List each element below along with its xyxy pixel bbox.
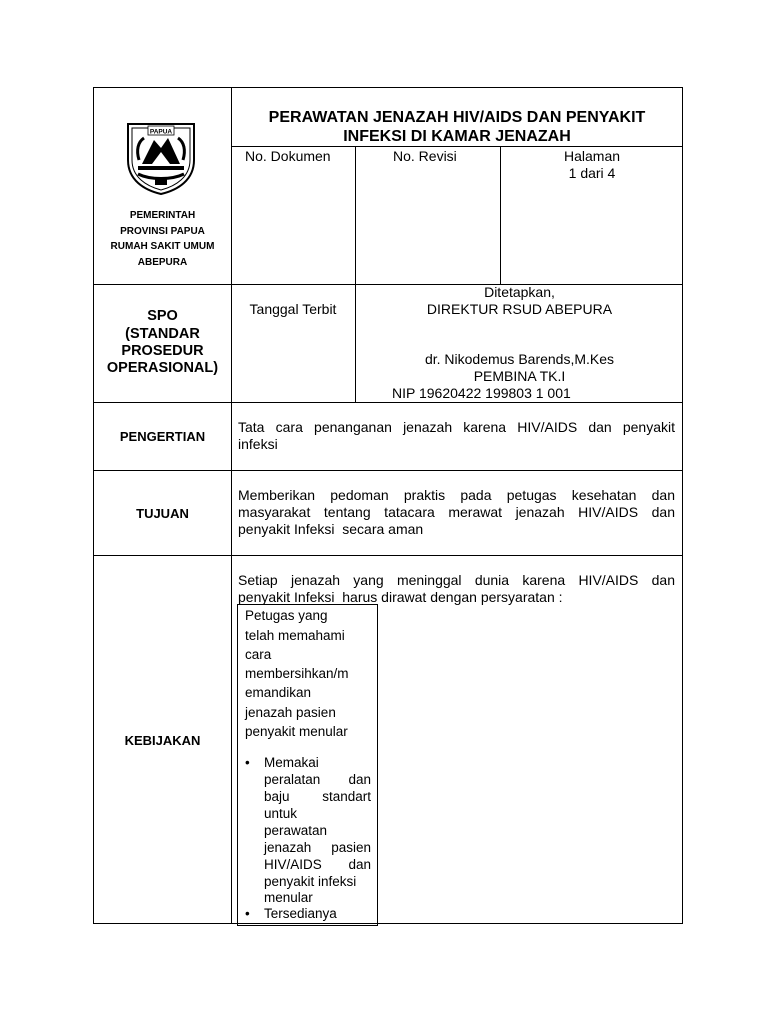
- pengertian-line-1: Tata cara penanganan jenazah karena HIV/AIDS dan penyakit: [238, 419, 675, 435]
- bullet-2-line-1: Tersedianya: [264, 906, 337, 921]
- row-divider-tujuan: [93, 555, 683, 556]
- document-title-line-2: INFEKSI DI KAMAR JENAZAH: [343, 128, 571, 145]
- box-line-5: emandikan: [245, 685, 312, 700]
- spo-label-line-4: OPERASIONAL): [106, 360, 219, 376]
- tujuan-line-3: penyakit Infeksi secara aman: [238, 521, 424, 537]
- org-name-line-2: PROVINSI PAPUA: [120, 225, 205, 237]
- kebijakan-line-2: penyakit Infeksi harus dirawat dengan persyaratan :: [238, 589, 563, 605]
- papua-emblem-icon: [122, 120, 200, 196]
- table-border-bottom: [93, 923, 683, 924]
- svg-text:PAPUA: PAPUA: [149, 128, 173, 136]
- box-line-2: telah memahami: [245, 628, 345, 643]
- ditetapkan-text: Ditetapkan,: [484, 284, 555, 300]
- document-title-line-1: PERAWATAN JENAZAH HIV/AIDS DAN PENYAKIT: [268, 109, 646, 126]
- tanggal-terbit-label: Tanggal Terbit: [249, 301, 337, 317]
- signer-rank: PEMBINA TK.I: [473, 368, 566, 384]
- tujuan-label: TUJUAN: [136, 506, 189, 521]
- bullet-1-line-8: penyakit infeksi: [264, 874, 357, 889]
- bullet-1-line-4: untuk: [264, 806, 298, 821]
- row-divider-spo: [93, 402, 683, 403]
- spo-label-line-3: PROSEDUR: [121, 343, 204, 359]
- bullet-marker-2: •: [245, 906, 250, 921]
- signer-nip: NIP 19620422 199803 1 001: [392, 385, 571, 401]
- halaman-label: Halaman: [563, 148, 621, 164]
- kebijakan-label: KEBIJAKAN: [124, 733, 201, 748]
- bullet-1-line-7: HIV/AIDS dan: [264, 857, 371, 872]
- org-name-line-4: ABEPURA: [137, 256, 188, 268]
- row-divider-pengertian: [93, 470, 683, 471]
- box-line-7: penyakit menular: [245, 724, 348, 739]
- no-revisi-label: No. Revisi: [393, 148, 457, 164]
- org-name-line-3: RUMAH SAKIT UMUM: [110, 241, 215, 252]
- header-column-divider-1: [355, 146, 356, 285]
- tujuan-line-1: Memberikan pedoman praktis pada petugas kesehatan dan: [238, 487, 675, 503]
- bullet-1-line-1: Memakai: [264, 755, 319, 770]
- box-line-6: jenazah pasien: [245, 705, 336, 720]
- table-border-top: [93, 87, 683, 88]
- org-name-line-1: PEMERINTAH: [129, 210, 196, 221]
- pengertian-line-2: infeksi: [238, 436, 278, 452]
- bullet-1-line-5: perawatan: [264, 823, 328, 838]
- bullet-1-line-6: jenazah pasien: [264, 840, 371, 855]
- signer-name: dr. Nikodemus Barends,M.Kes: [424, 351, 615, 367]
- direktur-text: DIREKTUR RSUD ABEPURA: [426, 301, 613, 317]
- halaman-value: 1 dari 4: [568, 165, 616, 181]
- box-line-1: Petugas yang: [245, 608, 328, 623]
- spo-label-line-2: (STANDAR: [125, 326, 200, 342]
- tujuan-line-2: masyarakat tentang tatacara merawat jenazah HIV/AIDS dan: [238, 504, 675, 520]
- label-column-divider: [231, 87, 232, 924]
- bullet-1-line-2: peralatan dan: [264, 772, 371, 787]
- box-line-4: membersihkan/m: [245, 666, 349, 681]
- bullet-marker-1: •: [245, 755, 250, 770]
- pengertian-label: PENGERTIAN: [119, 429, 206, 444]
- spo-label-line-1: SPO: [147, 308, 178, 324]
- no-dokumen-label: No. Dokumen: [245, 148, 331, 164]
- box-line-3: cara: [245, 647, 272, 662]
- table-border-right: [682, 87, 683, 924]
- bullet-1-line-9: menular: [264, 890, 313, 905]
- kebijakan-line-1: Setiap jenazah yang meninggal dunia karena HIV/AIDS dan: [238, 572, 675, 588]
- title-divider: [231, 146, 683, 147]
- bullet-1-line-3: baju standart: [264, 789, 371, 804]
